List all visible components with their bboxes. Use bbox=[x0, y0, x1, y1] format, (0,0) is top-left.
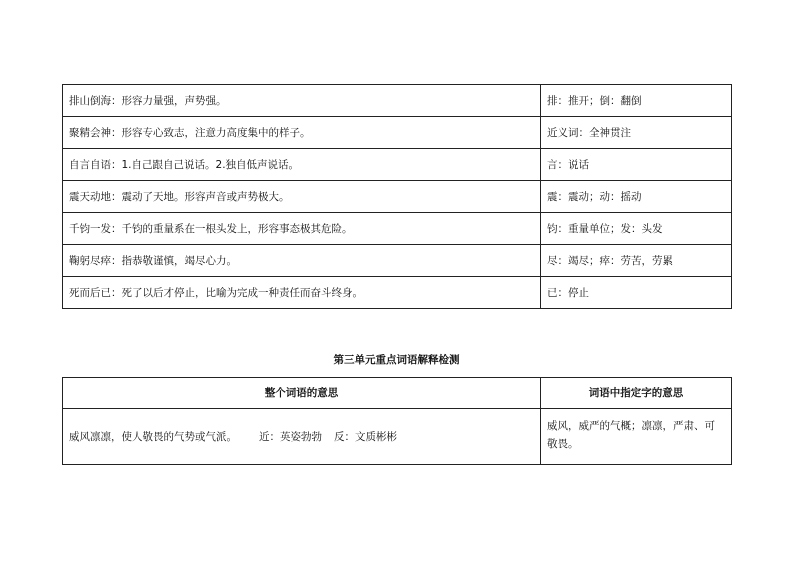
char-meaning-cell: 排：推开；倒：翻倒 bbox=[541, 85, 732, 117]
word-meaning-cell: 聚精会神：形容专心致志，注意力高度集中的样子。 bbox=[63, 117, 541, 149]
word-meaning-cell bbox=[63, 409, 541, 465]
header-word-meaning: 整个词语的意思 bbox=[63, 378, 541, 409]
table-row bbox=[63, 213, 732, 245]
word-meaning-cell: 死而后已：死了以后才停止，比喻为完成一种责任而奋斗终身。 bbox=[63, 277, 541, 309]
char-meaning-cell: 尽：竭尽；瘁：劳苦，劳累 bbox=[541, 245, 732, 277]
antonym-text: 反：文质彬彬 bbox=[334, 430, 397, 443]
table-row bbox=[63, 149, 732, 181]
table-row bbox=[63, 181, 732, 213]
char-meaning-cell: 已：停止 bbox=[541, 277, 732, 309]
char-meaning-cell: 近义词：全神贯注 bbox=[541, 117, 732, 149]
synonym-text: 近：英姿勃勃 bbox=[259, 430, 322, 443]
char-meaning-cell: 震：震动；动：摇动 bbox=[541, 181, 732, 213]
char-meaning-cell: 言：说话 bbox=[541, 149, 732, 181]
word-meaning-cell: 千钧一发：千钧的重量系在一根头发上，形容事态极其危险。 bbox=[63, 213, 541, 245]
table-row bbox=[63, 409, 732, 465]
table-row bbox=[63, 277, 732, 309]
section-title: 第三单元重点词语解释检测 bbox=[333, 354, 460, 366]
word-meaning-cell: 排山倒海：形容力量强，声势强。 bbox=[63, 85, 541, 117]
table-row bbox=[63, 117, 732, 149]
header-char-meaning: 词语中指定字的意思 bbox=[541, 378, 732, 409]
table-header-row bbox=[63, 378, 732, 409]
table-row bbox=[63, 85, 732, 117]
char-meaning-cell: 钧：重量单位；发：头发 bbox=[541, 213, 732, 245]
word-table-1 bbox=[62, 84, 732, 309]
word-meaning-cell: 震天动地：震动了天地。形容声音或声势极大。 bbox=[63, 181, 541, 213]
table-row bbox=[63, 245, 732, 277]
word-meaning-cell: 自言自语：1.自己跟自己说话。2.独自低声说话。 bbox=[63, 149, 541, 181]
word-meaning-text: 威风凛凛，使人敬畏的气势或气派。 bbox=[69, 430, 237, 443]
char-meaning-cell: 威风，威严的气概；凛凛，严肃、可敬畏。 bbox=[541, 409, 732, 465]
word-table-2 bbox=[62, 377, 732, 465]
word-meaning-cell: 鞠躬尽瘁：指恭敬谨慎，竭尽心力。 bbox=[63, 245, 541, 277]
